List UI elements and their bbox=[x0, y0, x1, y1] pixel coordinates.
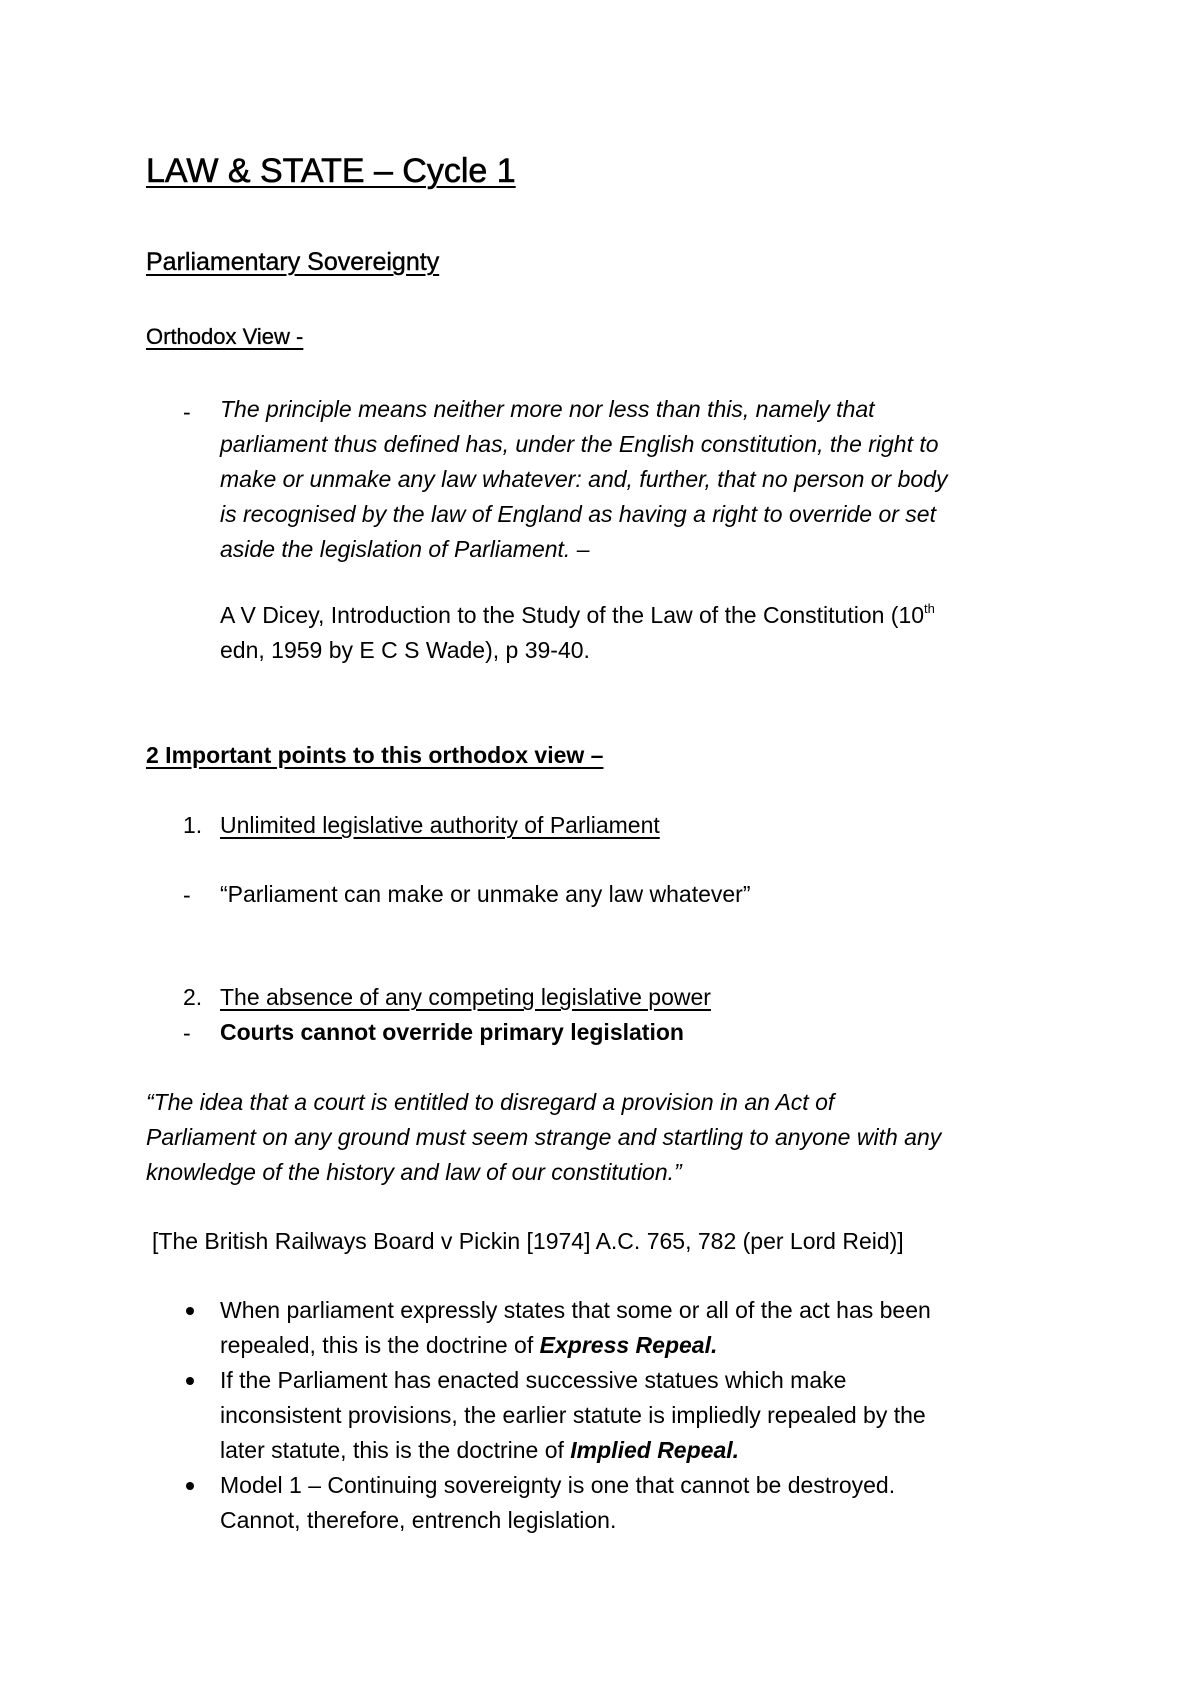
dash-marker: - bbox=[183, 399, 191, 425]
pickin-citation: [The British Railways Board v Pickin [1974] A.C. 765, 782 (per Lord Reid)] bbox=[152, 1228, 904, 1254]
quote-line: make or unmake any law whatever: and, further, that no person or body bbox=[220, 466, 948, 492]
citation-superscript: th bbox=[924, 601, 935, 616]
doctrine-term: Implied Repeal. bbox=[570, 1437, 740, 1463]
bullet-item-implied-repeal bbox=[220, 1363, 926, 1468]
bullet-icon bbox=[186, 1307, 194, 1315]
bullet-item-express-repeal bbox=[220, 1293, 931, 1363]
quote-line: is recognised by the law of England as having a right to override or set bbox=[220, 501, 936, 527]
point1-detail: “Parliament can make or unmake any law whatever” bbox=[220, 881, 751, 907]
citation-main: A V Dicey, Introduction to the Study of the Law of the Constitution (10 bbox=[220, 602, 925, 628]
quote-line: “The idea that a court is entitled to disregard a provision in an Act of bbox=[146, 1089, 835, 1115]
bullet-icon bbox=[186, 1482, 194, 1490]
subheading-orthodox-view: Orthodox View - bbox=[146, 324, 304, 349]
quote-line: knowledge of the history and law of our constitution.” bbox=[146, 1159, 682, 1185]
bullet-text: later statute, this is the doctrine of bbox=[220, 1437, 571, 1463]
point2-detail: Courts cannot override primary legislation bbox=[220, 1019, 684, 1045]
dicey-citation bbox=[220, 598, 935, 668]
bullet-line: Cannot, therefore, entrench legislation. bbox=[220, 1507, 617, 1533]
bullet-line: inconsistent provisions, the earlier statute is impliedly repealed by the bbox=[220, 1402, 926, 1428]
bullet-text: repealed, this is the doctrine of bbox=[220, 1332, 540, 1358]
point2-label: The absence of any competing legislative power bbox=[220, 984, 711, 1010]
points-heading: 2 Important points to this orthodox view – bbox=[146, 742, 604, 768]
point1-number: 1. bbox=[183, 812, 203, 838]
bullet-icon bbox=[186, 1377, 194, 1385]
quote-line: aside the legislation of Parliament. – bbox=[220, 536, 590, 562]
pickin-quote bbox=[146, 1085, 941, 1190]
quote-line: Parliament on any ground must seem strange and startling to anyone with any bbox=[146, 1124, 942, 1150]
bullet-line: When parliament expressly states that some or all of the act has been bbox=[220, 1297, 931, 1323]
dicey-quote bbox=[220, 392, 947, 567]
bullet-line: If the Parliament has enacted successive statues which make bbox=[220, 1367, 847, 1393]
bullet-line: Model 1 – Continuing sovereignty is one that cannot be destroyed. bbox=[220, 1472, 896, 1498]
dash-marker: - bbox=[183, 882, 191, 908]
doctrine-term: Express Repeal. bbox=[539, 1332, 718, 1358]
point2-number: 2. bbox=[183, 984, 203, 1010]
citation-line: edn, 1959 by E C S Wade), p 39-40. bbox=[220, 637, 590, 663]
bullet-line bbox=[220, 1328, 931, 1363]
point1-label: Unlimited legislative authority of Parliament bbox=[220, 812, 660, 838]
section-heading: Parliamentary Sovereignty bbox=[146, 248, 440, 276]
quote-line: parliament thus defined has, under the English constitution, the right to bbox=[220, 431, 939, 457]
dash-marker: - bbox=[183, 1020, 191, 1046]
document-title: LAW & STATE – Cycle 1 bbox=[146, 152, 516, 190]
quote-line: The principle means neither more nor less than this, namely that bbox=[220, 396, 875, 422]
bullet-line bbox=[220, 1433, 926, 1468]
bullet-item-model-1 bbox=[220, 1468, 895, 1538]
